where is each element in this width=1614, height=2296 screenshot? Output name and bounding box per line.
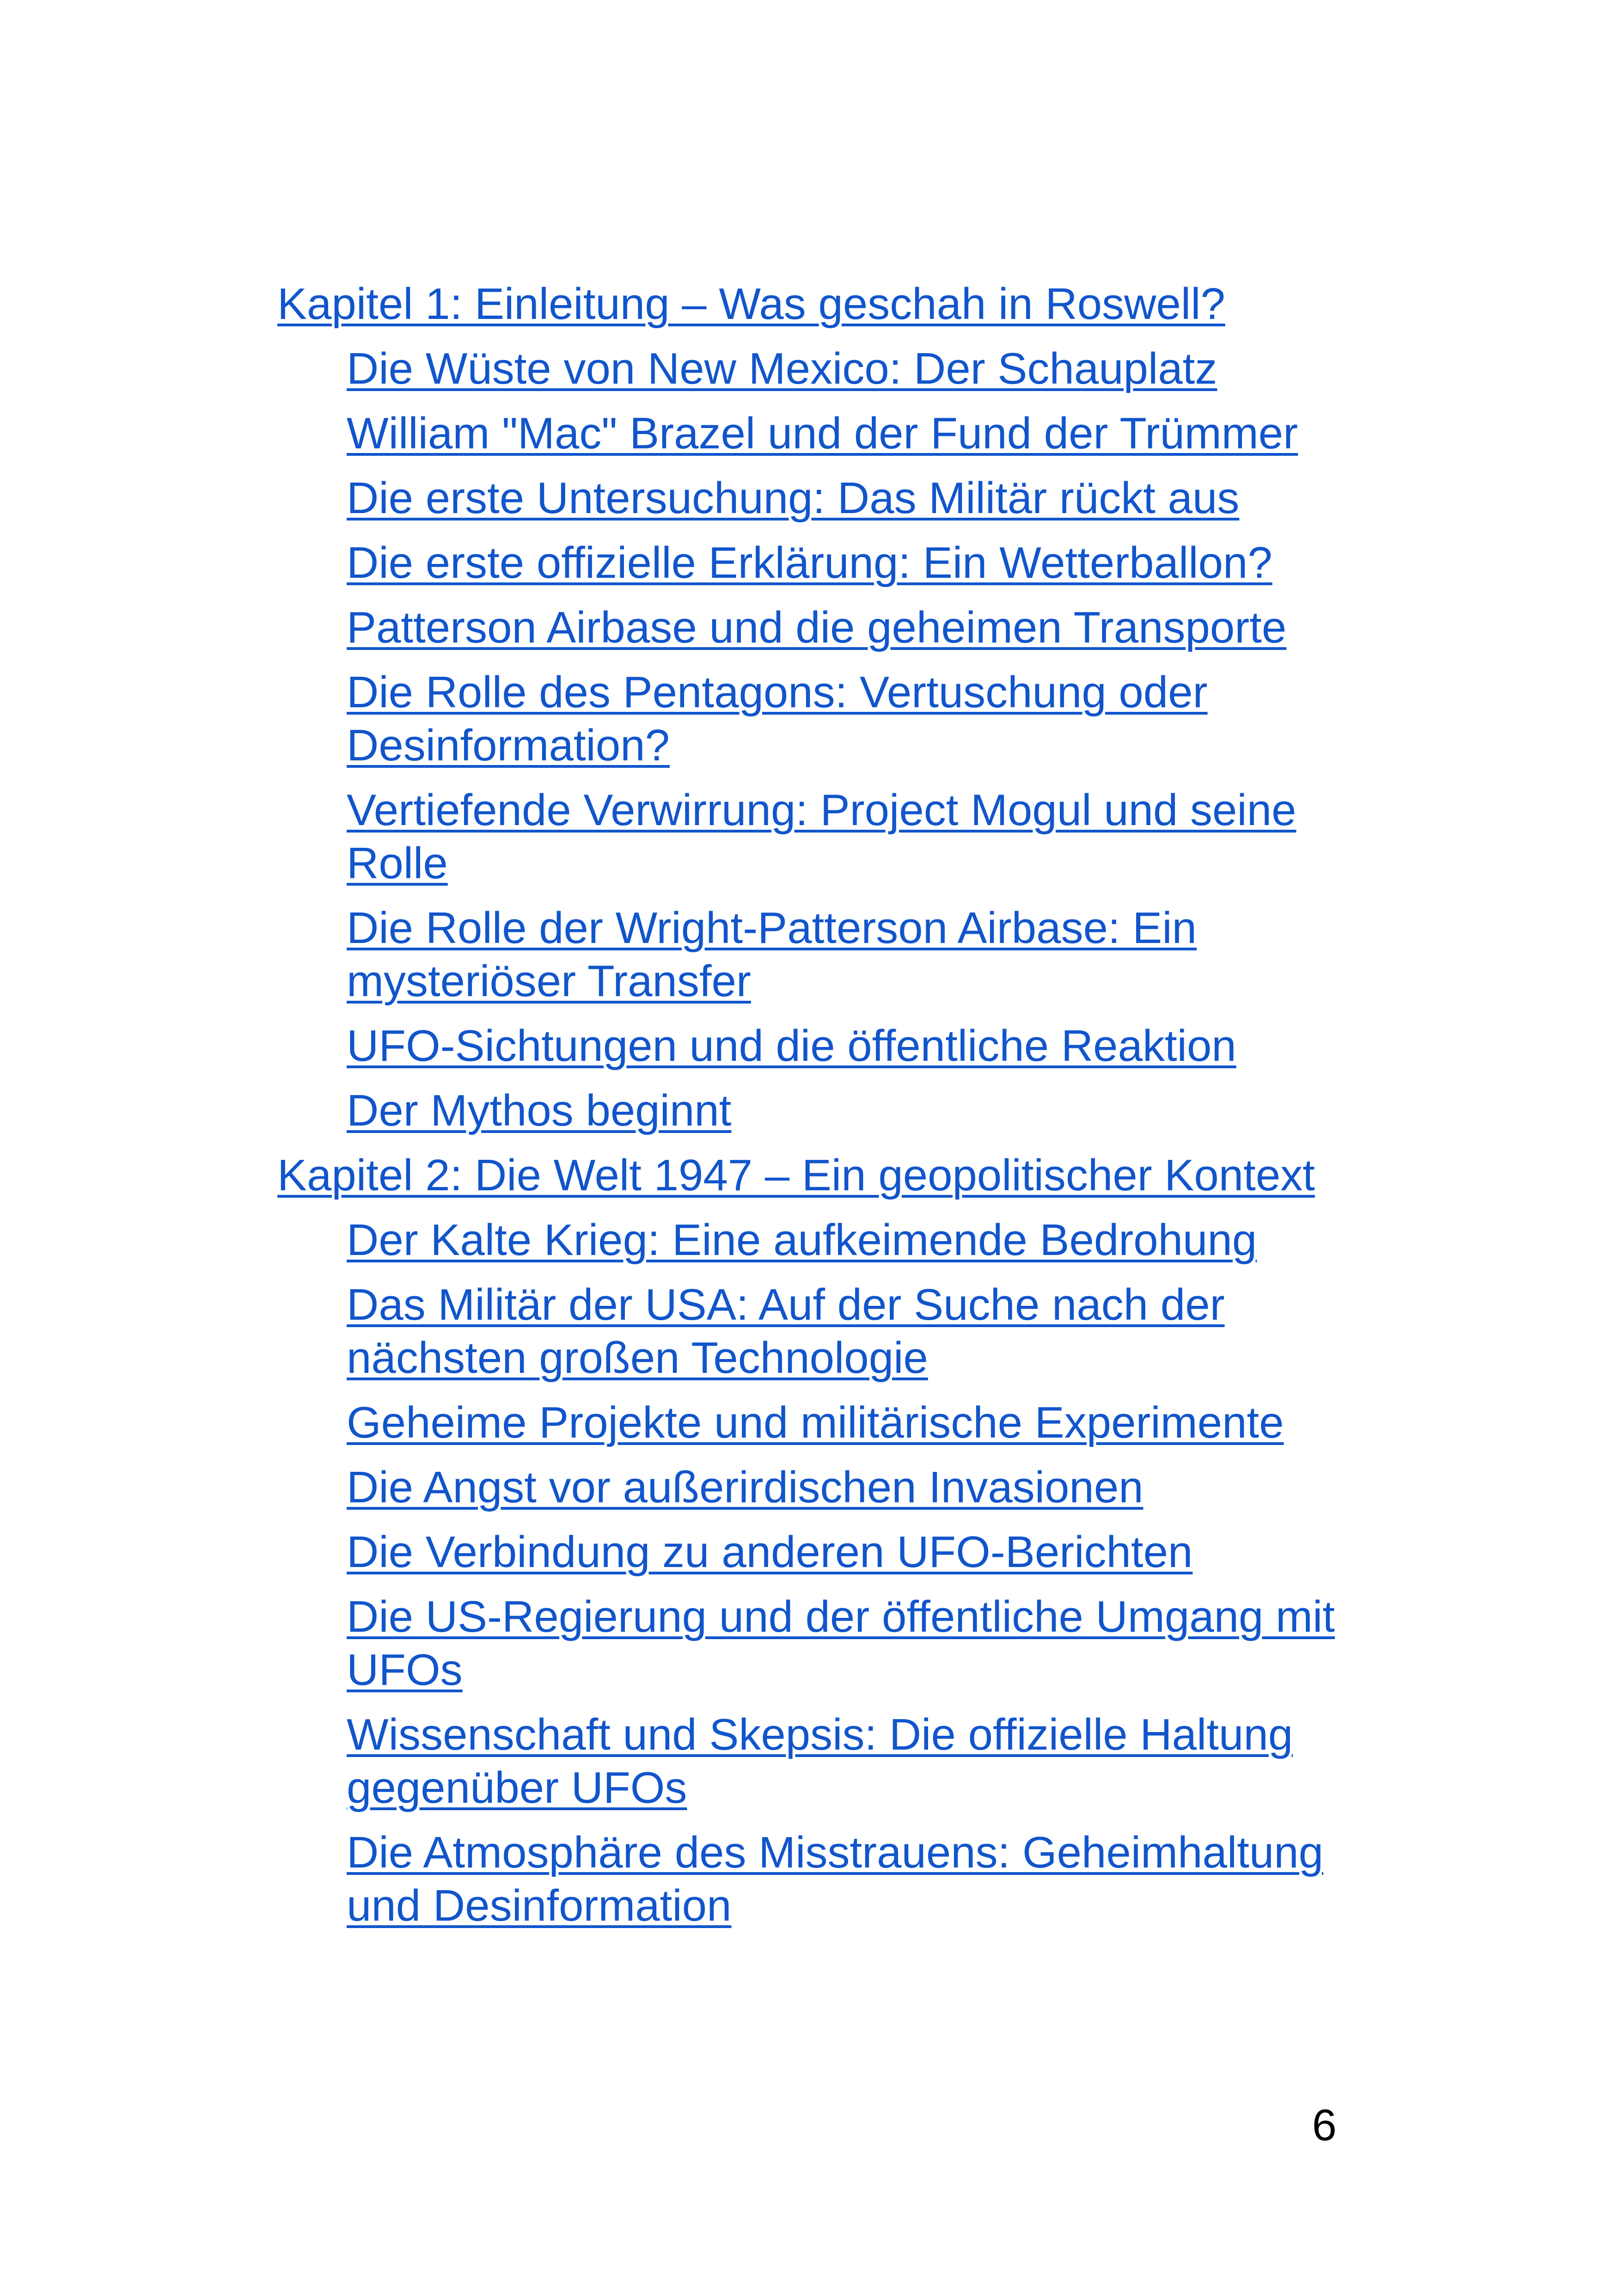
toc-section-link[interactable]: UFO-Sichtungen und die öffentliche Reaktion	[347, 1021, 1236, 1071]
toc-section-link[interactable]: Der Mythos beginnt	[347, 1086, 732, 1135]
toc-section-link[interactable]: Die US-Regierung und der öffentliche Umgang mit UFOs	[347, 1592, 1335, 1695]
toc-section-link[interactable]: Der Kalte Krieg: Eine aufkeimende Bedrohung	[347, 1215, 1257, 1265]
toc-section-link[interactable]: William "Mac" Brazel und der Fund der Trümmer	[347, 409, 1298, 458]
toc-section-link[interactable]: Das Militär der USA: Auf der Suche nach der nächsten großen Technologie	[347, 1280, 1225, 1383]
toc-section-link[interactable]: Geheime Projekte und militärische Experimente	[347, 1398, 1284, 1447]
toc-section-link[interactable]: Wissenschaft und Skepsis: Die offizielle Haltung gegenüber UFOs	[347, 1710, 1293, 1812]
toc-section-link[interactable]: Die Rolle der Wright-Patterson Airbase: Ein mysteriöser Transfer	[347, 903, 1197, 1006]
toc-section-link[interactable]: Die Atmosphäre des Misstrauens: Geheimhaltung und Desinformation	[347, 1828, 1324, 1930]
toc-section-link[interactable]: Patterson Airbase und die geheimen Transporte	[347, 603, 1287, 652]
toc-chapter-2-link[interactable]: Kapitel 2: Die Welt 1947 – Ein geopolitischer Kontext	[277, 1151, 1315, 1200]
toc-section-link[interactable]: Die Rolle des Pentagons: Vertuschung oder Desinformation?	[347, 667, 1208, 770]
toc-section-link[interactable]: Die Angst vor außerirdischen Invasionen	[347, 1463, 1143, 1512]
table-of-contents	[277, 277, 1350, 1944]
toc-section-link[interactable]: Die Verbindung zu anderen UFO-Berichten	[347, 1527, 1193, 1577]
toc-section-link[interactable]: Die erste Untersuchung: Das Militär rückt aus	[347, 473, 1240, 523]
toc-section-link[interactable]: Die Wüste von New Mexico: Der Schauplatz	[347, 344, 1217, 393]
toc-section-link[interactable]: Die erste offizielle Erklärung: Ein Wetterballon?	[347, 538, 1272, 588]
page-number: 6	[1312, 2100, 1337, 2150]
toc-chapter-1-link[interactable]: Kapitel 1: Einleitung – Was geschah in Roswell?	[277, 279, 1225, 329]
toc-section-link[interactable]: Vertiefende Verwirrung: Project Mogul und seine Rolle	[347, 785, 1296, 888]
